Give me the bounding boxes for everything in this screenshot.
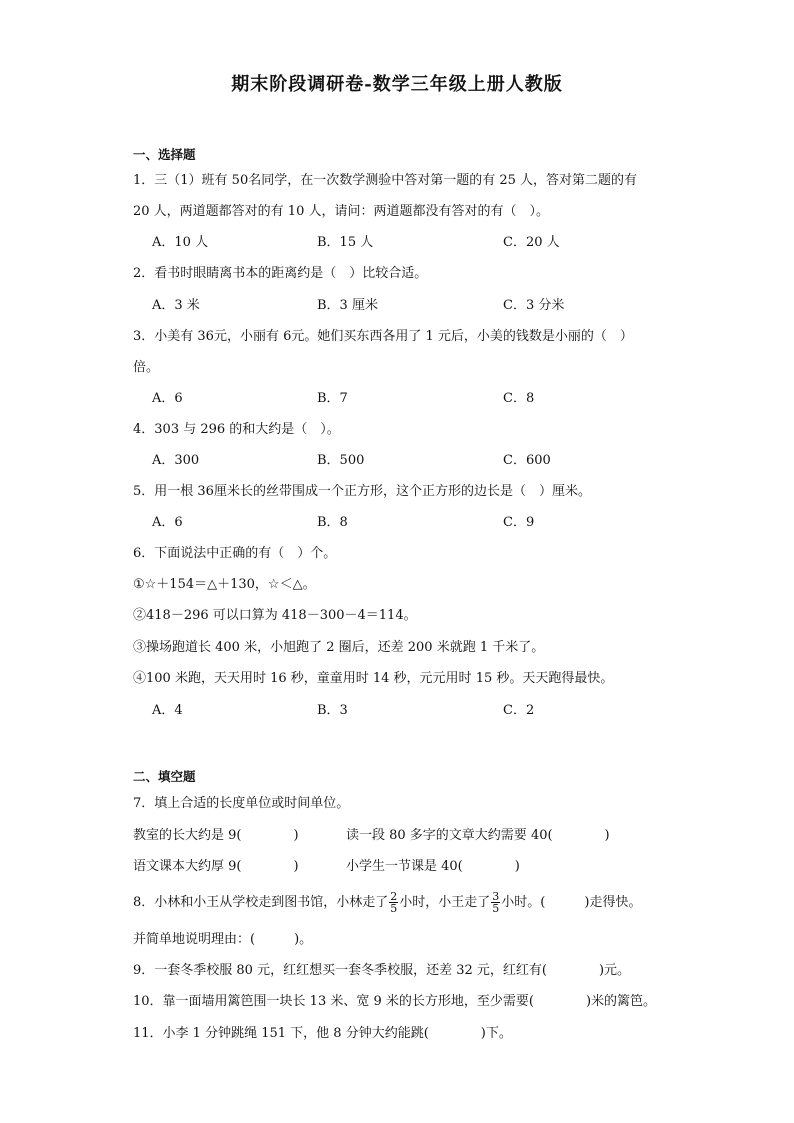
question-8-text-part-2: 小时，小王走了 [399,895,491,910]
section-heading-choice: 一、选择题 [133,147,196,162]
question-3-option-c: C．8 [503,391,535,406]
question-6-statement-4: ④100 米跑，天天用时 16 秒，童童用时 14 秒，元元用时 15 秒。天天跑得最快。 [133,671,614,686]
question-2-option-c: C．3 分米 [503,298,565,313]
fraction-1-numerator: 2 [390,890,398,903]
question-8-text-part-3: 小时。( )走得快。 [501,895,642,910]
question-7-item-c: 语文课本大约厚 9( ) [133,859,299,874]
fraction-1-denominator: 5 [390,902,398,915]
question-8-text-part-1: 8．小林和小王从学校走到图书馆，小林走了 [133,895,389,910]
question-1-option-c: C．20 人 [503,235,560,250]
question-7-item-a: 教室的长大约是 9( ) [133,828,299,843]
question-8-line-1 [133,888,641,918]
question-5-option-b: B．8 [317,515,348,530]
question-5-option-c: C．9 [503,515,535,530]
question-1-line-1: 1．三（1）班有 50名同学，在一次数学测验中答对第一题的有 25 人，答对第二题的有 [133,173,638,188]
question-6-statement-2: ②418－296 可以口算为 418－300－4＝114。 [133,608,417,623]
question-3-line-2: 倍。 [133,360,160,375]
question-8-line-2: 并简单地说明理由：( )。 [133,932,313,947]
question-1-option-b: B．15 人 [317,235,374,250]
question-3-line-1: 3．小美有 36元，小丽有 6元。她们买东西各用了 1 元后，小美的钱数是小丽的（ ） [133,329,633,344]
question-1-line-2: 20 人，两道题都答对的有 10 人，请问：两道题都没有答对的有（ ）。 [133,204,549,219]
fraction-2-denominator: 5 [492,902,500,915]
question-3-option-a: A．6 [152,391,183,406]
question-4-option-b: B．500 [317,453,365,468]
question-6-option-c: C．2 [503,703,535,718]
page-title: 期末阶段调研卷-数学三年级上册人教版 [231,74,563,95]
question-2-line-1: 2．看书时眼睛离书本的距离约是（ ）比较合适。 [133,266,428,281]
question-7-item-d: 小学生一节课是 40( ) [346,859,520,874]
fraction-2-numerator: 3 [492,890,500,903]
question-5-option-a: A．6 [152,515,183,530]
question-4-option-a: A．300 [152,453,200,468]
question-6-option-b: B．3 [317,703,348,718]
question-4-line-1: 4．303 与 296 的和大约是（ ）。 [133,422,340,437]
fraction-two-fifths [389,891,398,914]
question-7-line-1: 7．填上合适的长度单位或时间单位。 [133,796,350,811]
question-6-statement-3: ③操场跑道长 400 米，小旭跑了 2 圈后，还差 200 米就跑 1 千米了。 [133,640,545,655]
question-1-option-a: A．10 人 [152,235,209,250]
question-6-line-1: 6．下面说法中正确的有（ ）个。 [133,546,337,561]
question-3-option-b: B．7 [317,391,348,406]
question-6-statement-1: ①☆＋154＝△＋130，☆＜△。 [133,577,316,592]
question-4-option-c: C．600 [503,453,551,468]
question-5-line-1: 5．用一根 36厘米长的丝带围成一个正方形，这个正方形的边长是（ ）厘米。 [133,484,591,499]
question-9: 9．一套冬季校服 80 元，红红想买一套冬季校服，还差 32 元，红红有( )元。 [133,963,631,978]
question-2-option-a: A．3 米 [152,298,200,313]
question-10: 10．靠一面墙用篱笆围一块长 13 米、宽 9 米的长方形地，至少需要( )米的篱笆。 [133,994,657,1009]
question-2-option-b: B．3 厘米 [317,298,378,313]
question-11: 11．小李 1 分钟跳绳 151 下，他 8 分钟大约能跳( )下。 [133,1026,512,1041]
question-6-option-a: A．4 [152,703,183,718]
fraction-three-fifths [491,891,500,914]
section-heading-fill: 二、填空题 [133,769,196,784]
question-7-item-b: 读一段 80 多字的文章大约需要 40( ) [346,828,610,843]
